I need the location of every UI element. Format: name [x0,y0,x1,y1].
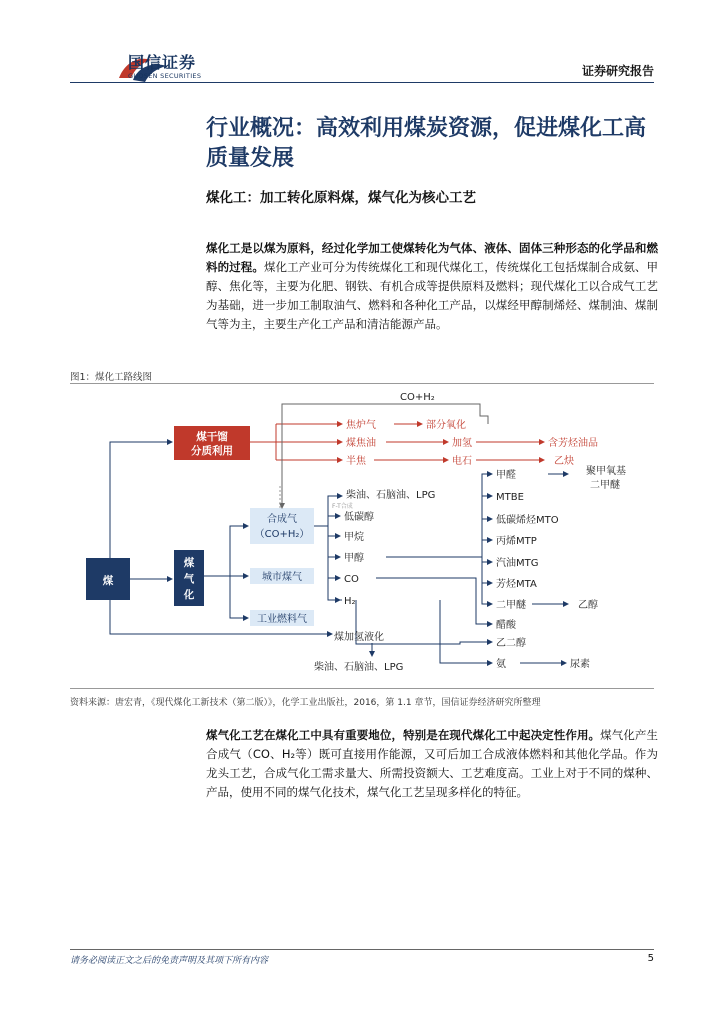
intro-paragraph [206,239,658,334]
town-gas-label: 城市煤气 [262,572,302,583]
dry-distillation-label-2: 分质利用 [191,445,233,457]
h2-node: H₂ [344,596,356,607]
calcium-carbide-node: 电石 [452,456,472,467]
aromatic-oil-node: 含芳烃油品 [548,438,598,449]
coal-tar-node: 煤焦油 [346,438,376,449]
co-node: CO [344,574,359,585]
methanol-node: 甲醇 [344,553,364,564]
ft-synthesis-label: F-T合成 [332,503,353,510]
disclaimer-link[interactable]: 请务必阅读正文之后的免责声明及其项下所有内容 [70,956,269,966]
syngas-label-2: （CO+H₂） [254,529,310,540]
hydrogenation-node: 加氢 [452,438,472,449]
intro-body-text: 煤化工产业可分为传统煤化工和现代煤化工，传统煤化工包括煤制合成氨、甲醇、焦化等，主要为化肥、钢铁、有机合成等提供原料及燃料；现代煤化工以合成气工艺为基础，进一步加工制取油气、燃料和各种化工产品，以煤经甲醇制烯烃、煤制油、煤制气等为主，主要生产化工产品和清洁能源产品。 [206,260,659,331]
logo-english-name: GUOSEN SECURITIES [128,72,202,80]
ethanol-node: 乙醇 [578,600,598,611]
intro-bold-sentence: 煤化工是以煤为原料，经过化学加工使煤转化为气体、液体、固体三种形态的化学品和燃料的过程。 [206,241,658,274]
urea-node: 尿素 [570,659,590,670]
direct-liquefaction-node: 煤加氢液化 [334,632,384,643]
ammonia-node: 氨 [496,659,506,670]
figure-source: 资料来源：唐宏青，《现代煤化工新技术（第二版）》，化学工业出版社，2016，第 1.1 章节，国信证券经济研究所整理 [70,698,541,708]
gasification-body-text: 煤气化产生合成气（CO、H₂等）既可直接用作能源，又可后加工合成液体燃料和其他化学品。作为龙头工艺，合成气化工需求量大、所需投资额大、工艺难度高。工业上对于不同的煤种、产品，使用不同的煤气化技术，煤气化工艺呈现多样化的特征。 [206,728,659,799]
page-number: 5 [647,953,654,964]
footer-divider [70,949,654,950]
gasification-label-1: 煤 [183,557,195,569]
coke-oven-gas-node: 焦炉气 [346,420,376,431]
gasification-label-2: 气 [183,573,195,585]
semi-coke-node: 半焦 [346,456,366,467]
partial-oxidation-node: 部分氧化 [426,420,466,431]
figure-caption: 图1：煤化工路线图 [70,372,153,383]
section-title: 行业概况：高效利用煤炭资源，促进煤化工高质量发展 [206,116,647,171]
acetylene-node: 乙炔 [554,456,574,467]
coal-label: 煤 [102,575,114,587]
mtg-node: 汽油MTG [496,558,539,569]
acetic-acid-node: 醋酸 [496,620,516,631]
mtp-node: 丙烯MTP [496,536,537,547]
figure-bottom-rule [70,688,654,689]
polyoxymethylene-node-1: 聚甲氧基 [586,466,626,477]
dry-distillation-label-1: 煤干馏 [196,431,228,443]
industrial-gas-label: 工业燃料气 [257,614,307,625]
ethylene-glycol-node: 乙二醇 [496,638,526,649]
gasification-paragraph [206,726,658,802]
polyoxymethylene-node-2: 二甲醚 [590,480,620,491]
liquefaction-products-node: 柴油、石脑油、LPG [314,662,404,673]
mtbe-node: MTBE [496,492,524,503]
co-h2-top-label: CO+H₂ [400,392,435,403]
mto-node: 低碳烯烃MTO [496,515,559,526]
ft-diesel-node: 柴油、石脑油、LPG [346,490,436,501]
logo-chinese-name: 国信证券 [128,53,197,72]
formaldehyde-node: 甲醛 [496,470,516,481]
methane-node: 甲烷 [344,532,364,543]
section-subtitle: 煤化工：加工转化原料煤，煤气化为核心工艺 [206,190,476,206]
report-type: 证券研究报告 [581,64,654,78]
coal-chemical-route-diagram [70,384,654,688]
header-divider [70,82,654,83]
low-carbon-alcohol-node: 低碳醇 [344,512,374,523]
mta-node: 芳烃MTA [496,579,537,590]
gasification-bold-sentence: 煤气化工艺在煤化工中具有重要地位，特别是在现代煤化工中起决定性作用。 [206,728,601,742]
gasification-label-3: 化 [183,589,195,601]
dme-node: 二甲醚 [496,600,526,611]
syngas-label-1: 合成气 [267,514,297,525]
